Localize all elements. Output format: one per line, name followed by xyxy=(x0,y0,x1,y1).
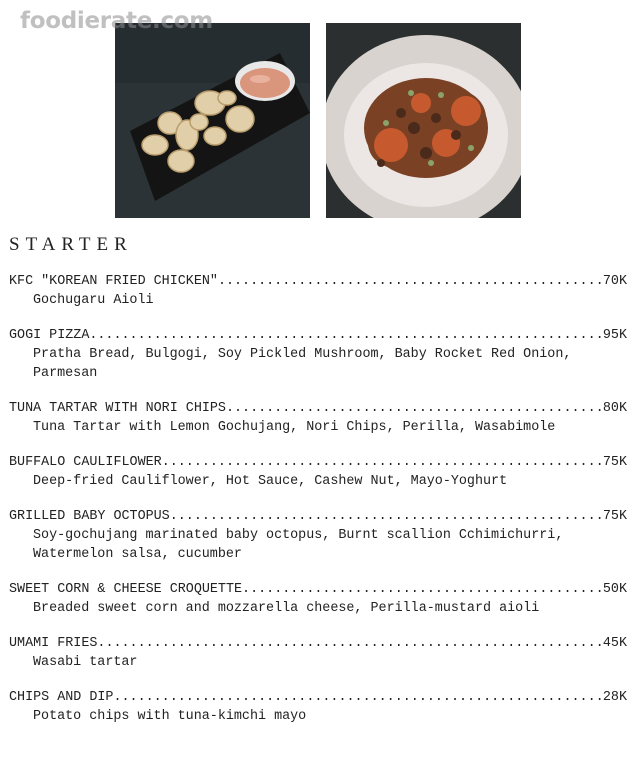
dot-leader xyxy=(170,507,603,526)
dot-leader xyxy=(218,272,603,291)
item-price: 80K xyxy=(602,401,627,416)
watermark: foodierate.com xyxy=(20,8,213,34)
menu-item xyxy=(9,399,627,437)
item-name: UMAMI FRIES xyxy=(9,636,98,651)
item-name: SWEET CORN & CHEESE CROQUETTE xyxy=(9,582,243,597)
item-name: CHIPS AND DIP xyxy=(9,690,114,705)
item-price: 95K xyxy=(602,328,627,343)
item-price: 75K xyxy=(602,455,627,470)
dot-leader xyxy=(242,580,603,599)
item-name: GOGI PIZZA xyxy=(9,328,90,343)
dot-leader xyxy=(226,399,603,418)
menu-item xyxy=(9,507,627,564)
item-description: Pratha Bread, Bulgogi, Soy Pickled Mushroom, Baby Rocket Red Onion, Parmesan xyxy=(33,347,572,381)
menu-item xyxy=(9,634,627,672)
dot-leader xyxy=(113,688,602,707)
dot-leader xyxy=(89,326,603,345)
item-price: 45K xyxy=(602,636,627,651)
item-price: 70K xyxy=(602,274,627,289)
fried-chicken-photo xyxy=(115,23,310,218)
item-description: Gochugaru Aioli xyxy=(33,293,154,308)
item-description: Soy-gochujang marinated baby octopus, Burnt scallion Cchimichurri, Watermelon salsa, cucumber xyxy=(33,528,564,562)
item-description: Wasabi tartar xyxy=(33,655,138,670)
item-description: Breaded sweet corn and mozzarella cheese, Perilla-mustard aioli xyxy=(33,601,540,616)
item-price: 28K xyxy=(602,690,627,705)
dot-leader xyxy=(162,453,603,472)
item-name: TUNA TARTAR WITH NORI CHIPS xyxy=(9,401,226,416)
menu-list xyxy=(9,272,627,742)
item-name: BUFFALO CAULIFLOWER xyxy=(9,455,162,470)
item-description: Potato chips with tuna-kimchi mayo xyxy=(33,709,307,724)
item-description: Deep-fried Cauliflower, Hot Sauce, Cashew Nut, Mayo-Yoghurt xyxy=(33,474,508,489)
menu-item xyxy=(9,272,627,310)
item-price: 75K xyxy=(602,509,627,524)
dot-leader xyxy=(97,634,602,653)
menu-item xyxy=(9,580,627,618)
menu-item xyxy=(9,688,627,726)
cauliflower-bowl-photo xyxy=(326,23,521,218)
item-price: 50K xyxy=(602,582,627,597)
item-name: KFC "KOREAN FRIED CHICKEN" xyxy=(9,274,218,289)
section-title: STARTER xyxy=(9,234,133,255)
item-name: GRILLED BABY OCTOPUS xyxy=(9,509,170,524)
item-description: Tuna Tartar with Lemon Gochujang, Nori Chips, Perilla, Wasabimole xyxy=(33,420,556,435)
menu-item xyxy=(9,326,627,383)
menu-item xyxy=(9,453,627,491)
